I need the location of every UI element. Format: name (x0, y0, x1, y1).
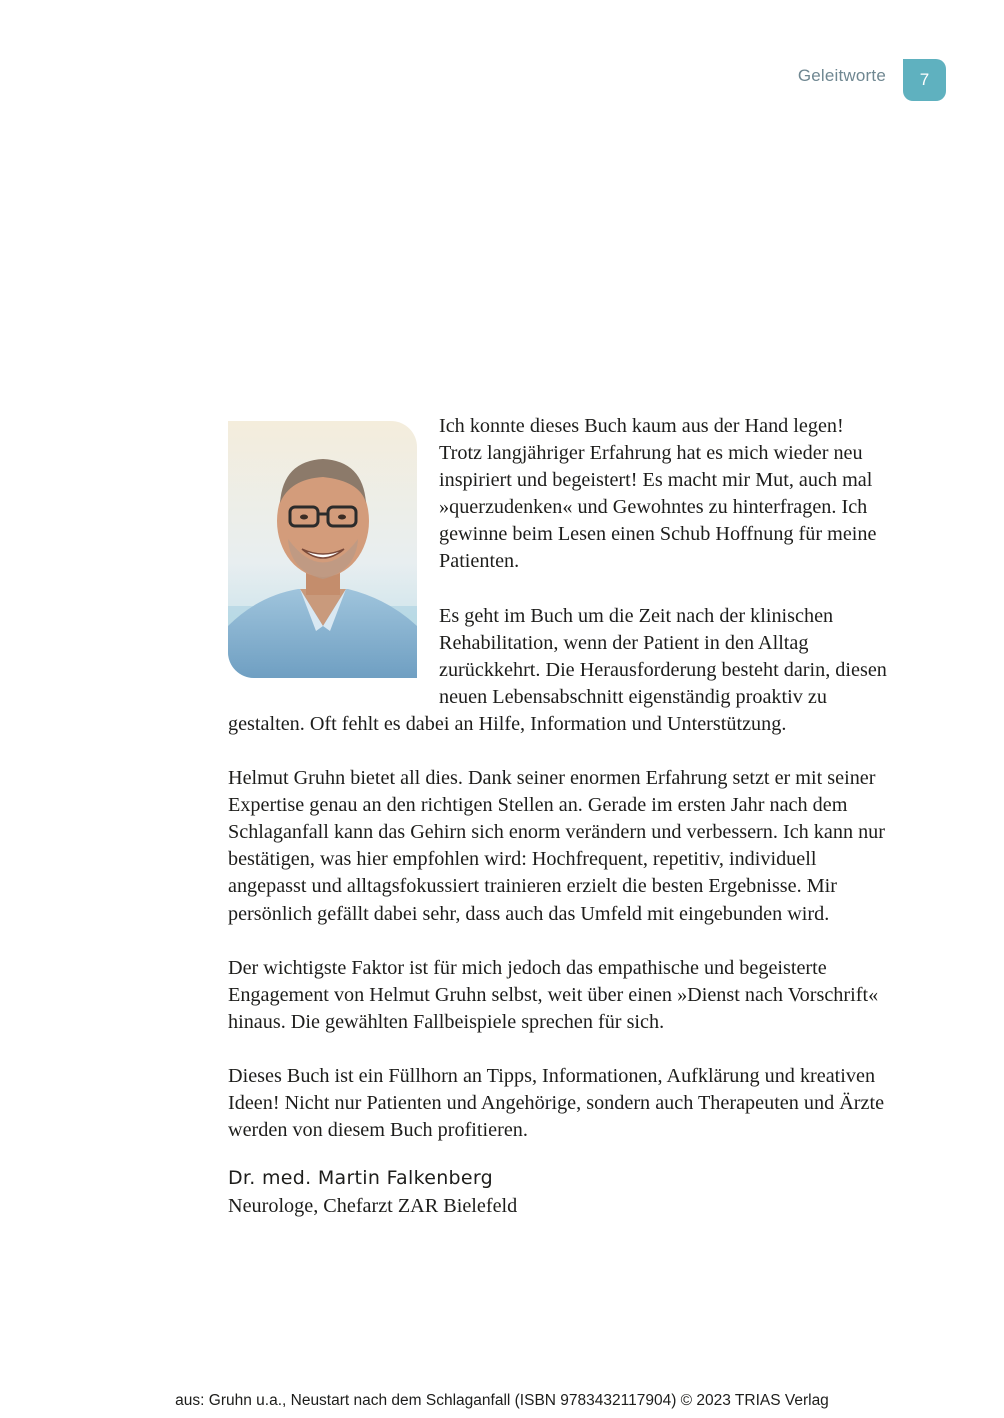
author-name: Dr. med. Martin Falkenberg (228, 1167, 494, 1190)
paragraph-1: Ich konnte dieses Buch kaum aus der Hand legen! Trotz langjähriger Erfahrung hat es mich wieder neu inspiriert und begeistert! Es macht mir Mut, auch mal »querzudenken« und Gewohntes zu hinterfragen. Ich gewinne beim Lesen einen Schub Hoffnung für meine Patienten. (439, 415, 877, 573)
running-head: Geleitworte (797, 66, 886, 85)
paragraph-4: Der wichtigste Faktor ist für mich jedoch das empathische und begeisterte Engagement von Helmut Gruhn selbst, weit über einen »Dienst nach Vorschrift« hinaus. Die gewählten Fallbeispiele sprechen für sich. (228, 956, 879, 1033)
paragraph-3: Helmut Gruhn bietet all dies. Dank seiner enormen Erfahrung setzt er mit seiner Expertise genau an den richtigen Stellen an. Gerade im ersten Jahr nach dem Schlaganfall kann das Gehirn sich enorm verändern und verbessern. Ich kann nur bestätigen, was hier empfohlen wird: Hochfrequent, repetitiv, individuell angepasst und alltagsfokussiert trainieren erzielt die besten Ergebnisse. Mir persönlich gefällt dabei sehr, dass auch das Umfeld mit eingebunden wird. (228, 767, 885, 925)
foreword-body (228, 413, 890, 1220)
author-role: Neurologe, Chefarzt ZAR Bielefeld (228, 1195, 518, 1218)
page-number-badge: 7 (903, 59, 946, 101)
paragraph-2: Es geht im Buch um die Zeit nach der klinischen Rehabilitation, wenn der Patient in den Alltag zurückkehrt. Die Herausforderung besteht darin, diesen neuen Lebensabschnitt eigenständig proaktiv zu gestalten. Oft fehlt es dabei an Hilfe, Information und Unterstützung. (228, 604, 887, 735)
source-footer: aus: Gruhn u.a., Neustart nach dem Schlaganfall (ISBN 9783432117904) © 2023 TRIAS Verlag (175, 1392, 829, 1409)
paragraph-5: Dieses Buch ist ein Füllhorn an Tipps, Informationen, Aufklärung und kreativen Ideen! Nicht nur Patienten und Angehörige, sondern auch Therapeuten und Ärzte werden von diesem Buch profitieren. (228, 1064, 885, 1142)
author-portrait (228, 421, 417, 678)
